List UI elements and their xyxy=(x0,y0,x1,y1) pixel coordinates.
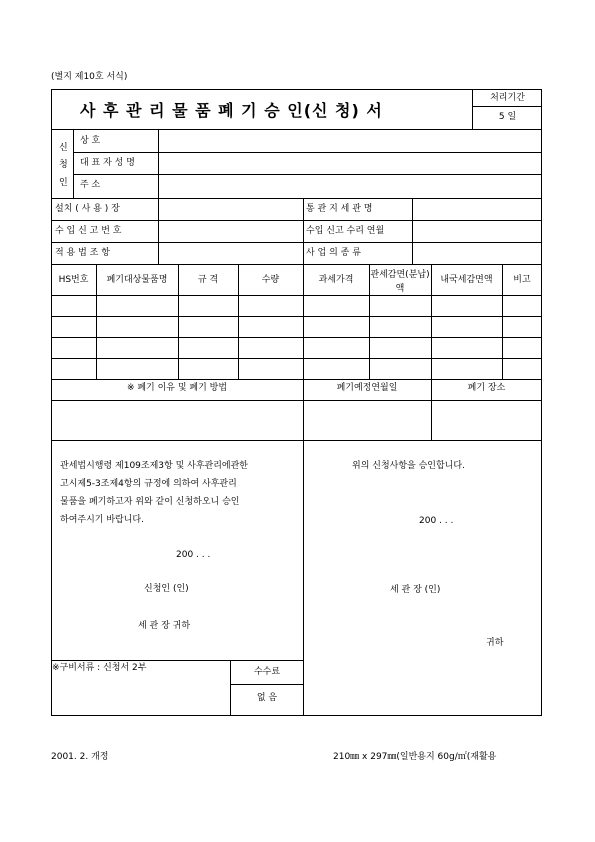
representative-field[interactable] xyxy=(160,153,540,173)
applicant-label-1: 신 xyxy=(59,143,68,153)
applicant-label-2: 청 xyxy=(59,160,68,170)
approval-recipient: 귀하 xyxy=(486,638,504,648)
column-header-remarks: 비고 xyxy=(513,275,531,285)
approval-text: 위의 신청사항을 승인합니다. xyxy=(352,461,465,471)
import-no-field[interactable] xyxy=(160,222,301,241)
revision-note: 2001. 2. 개정 xyxy=(51,752,109,762)
column-header-hs: HS번호 xyxy=(58,275,89,285)
disposal-reason-label: ※ 폐기 이유 및 폐기 방법 xyxy=(126,383,228,393)
applicant-signature: 신청인 (인) xyxy=(144,584,189,594)
attachments-note: ※구비서류 : 신청서 2부 xyxy=(52,663,147,673)
application-date: 200 . . . xyxy=(176,550,211,560)
table-row[interactable] xyxy=(52,296,541,316)
statement-line-1: 관세법시행령 제109조제3항 및 사후관리에관한 xyxy=(60,461,248,471)
customs-office-label: 통 관 지 세 관 명 xyxy=(306,204,373,214)
address-label: 주 소 xyxy=(80,180,101,190)
install-place-field[interactable] xyxy=(160,200,301,219)
representative-label: 대 표 자 성 명 xyxy=(80,158,135,168)
disposal-place-label: 폐기 장소 xyxy=(467,383,506,393)
column-header-spec: 규 격 xyxy=(197,275,219,285)
statement-line-2: 고시제5-3조제4항의 규정에 의하여 사후관리 xyxy=(60,479,237,489)
address-field[interactable] xyxy=(160,175,540,197)
import-date-label: 수입 신고 수리 연월 xyxy=(306,226,385,236)
statement-line-4: 하여주시기 바랍니다. xyxy=(60,515,144,525)
business-name-field[interactable] xyxy=(160,131,540,151)
recipient-line: 세 관 장 귀하 xyxy=(138,621,191,631)
processing-period-value: 5 일 xyxy=(498,112,517,122)
form-number-note: (별지 제10호 서식) xyxy=(51,72,128,82)
column-header-tariff-reduction: 관세감면(분납)액 xyxy=(370,270,430,294)
statement-line-3: 물품을 폐기하고자 위와 같이 신청하오니 승인 xyxy=(60,497,240,507)
business-name-label: 상 호 xyxy=(80,136,101,146)
table-row[interactable] xyxy=(52,338,541,358)
import-date-field[interactable] xyxy=(414,222,540,241)
column-header-quantity: 수량 xyxy=(261,275,280,285)
disposal-date-field[interactable] xyxy=(305,402,429,438)
law-label: 적 용 법 조 항 xyxy=(55,248,110,258)
law-field[interactable] xyxy=(160,244,301,263)
applicant-label-3: 인 xyxy=(59,178,68,188)
form-title: 사 후 관 리 물 품 폐 기 승 인(신 청) 서 xyxy=(80,101,383,120)
table-row[interactable] xyxy=(52,359,541,379)
column-header-internal-tax-reduction: 내국세감면액 xyxy=(440,275,493,285)
install-place-label: 설치 ( 사 용 ) 장 xyxy=(55,204,120,214)
business-type-label: 사 업 의 종 류 xyxy=(306,248,361,258)
disposal-reason-field[interactable] xyxy=(53,402,301,438)
import-no-label: 수 입 신 고 번 호 xyxy=(55,226,122,236)
processing-period-label: 처리기간 xyxy=(490,93,525,103)
customs-office-field[interactable] xyxy=(414,200,540,219)
approval-date: 200 . . . xyxy=(419,516,454,526)
column-header-item: 폐기대상물품명 xyxy=(106,275,168,285)
fee-label: 수수료 xyxy=(253,667,281,677)
table-row[interactable] xyxy=(52,317,541,337)
disposal-place-field[interactable] xyxy=(433,402,540,438)
paper-spec: 210㎜ x 297㎜(일반용지 60g/㎡(재활용 xyxy=(333,752,497,762)
approver-signature: 세 관 장 (인) xyxy=(390,585,441,595)
column-header-taxable-price: 과세가격 xyxy=(318,275,354,285)
fee-value: 없 음 xyxy=(256,693,278,703)
business-type-field[interactable] xyxy=(414,244,540,263)
disposal-date-label: 폐기예정연월일 xyxy=(336,383,398,393)
